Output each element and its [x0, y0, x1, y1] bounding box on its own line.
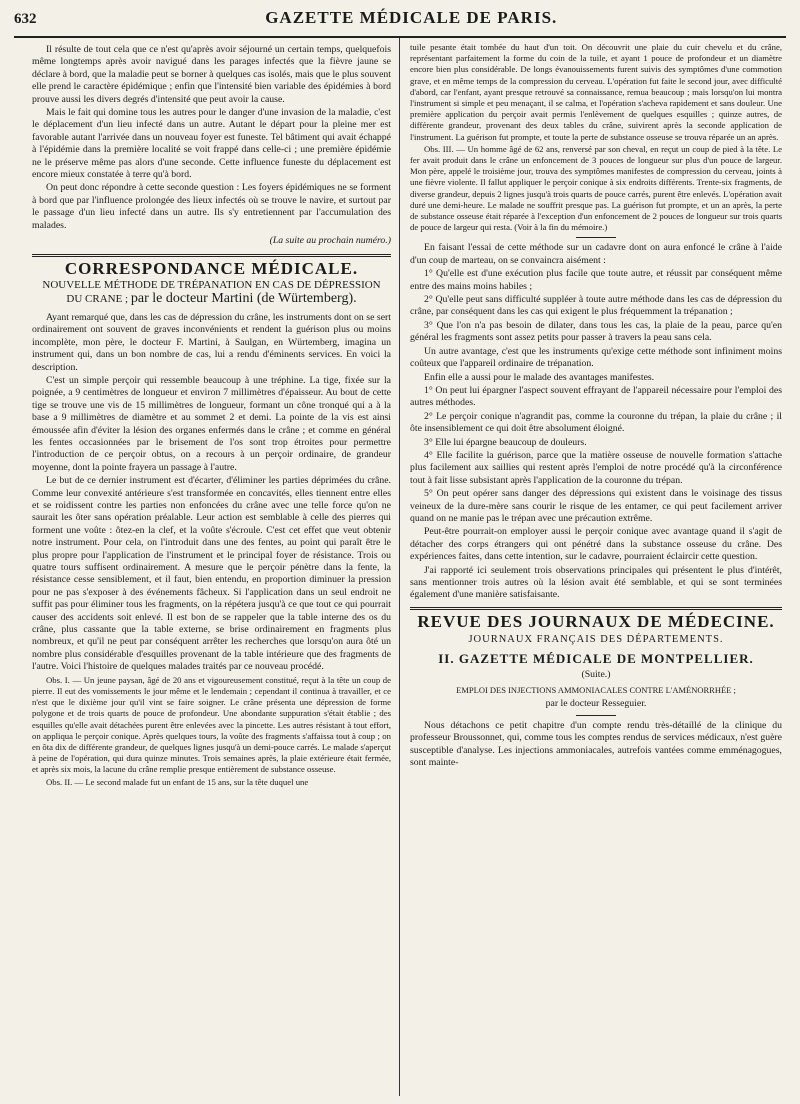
list-item: 5° On peut opérer sans danger des dépressions qui existent dans le voisinage des tissus veineux de la dure-mère sans courir le risque de les entamer, ce qui peut facilement arriver quand on ne manie pas le trépan avec une précaution extrême. — [410, 488, 782, 524]
divider — [576, 715, 616, 716]
paragraph: J'ai rapporté ici seulement trois observations principales qui présentent le plus d'intérêt, sans mentionner trois autres où la lésion avait été semblable, et qui se sont terminées également d'une manière satisfaisante. — [410, 564, 782, 601]
observation: Obs. I. — Un jeune paysan, âgé de 20 ans et vigoureusement constitué, reçut à la tête un coup de pierre. Il eut des vomissements le jour même et le lendemain ; cependant il continua à travailler, et ce n'est que le dixième jour qu'il vint se faire soigner. Le crâne présenta une dépression de forme polygone et de trois quarts de pouce de profondeur. Une abondante suppuration s'était établie ; des esquilles qu'elle avait détachées purent être enlevées avec la pincette. Les autres résistant à tout effort, on appliqua le perçoir conique. Après quelques tours, la voûte des fragments s'affaissa tout à coup ; on en ôta dix de différente grandeur, de quelques lignes jusqu'à un demi-pouce carrés. Le malade s'aperçut à peine de l'opération, qui dura quinze minutes. Trois semaines après, la plaie extérieure était fermée, et après six mois, la lacune du crâne remplie presque entièrement de substance osseuse. — [32, 674, 391, 775]
article-author: par le docteur Martini (de Würtemberg). — [130, 290, 357, 306]
paragraph: Ayant remarqué que, dans les cas de dépression du crâne, les instruments dont on se sert ordinairement ont souvent de graves inconvénients et rendent la guérison plus ou moins incomplète, mon père, le docteur F. Martini, à Saulgan, en Würtemberg, imagina un instrument qui, dans un bon nombre de cas, lui a rendu d'éminents services. En voici la description. — [32, 311, 391, 373]
divider — [410, 607, 782, 610]
divider — [576, 237, 616, 238]
paragraph: Le but de ce dernier instrument est d'écarter, d'éliminer les parties déprimées du crâne. Comme leur convexité antérieure s'est transformée en concavités, elles tiennent entre elles et se roidissent contre les parties non enfoncées du crâne avec une telle force qu'on ne saurait les ôter sans opération préalable. Leur action est semblable à celle des pierres qui forment une voûte : ôtez-en la clef, et la voûte s'écroule. C'est cet effet que veut obtenir notre instrument. Pour cela, on l'introduit dans une des fentes, au point qui paraît être le plus propre pour l'application de l'instrument et le principal foyer de résistance. Trois ou quatre tours suffisent ordinairement. A mesure que le perçoir pénètre dans la fente, la résistance cesse sensiblement, et il faut, bien entendu, en proportion diminuer la pression pour ne pas s'exposer à des événements fâcheux. Si l'application dans un seul endroit ne suffit pas pour éliminer tous les fragments, on la répétera jusqu'à ce que tout ce qui pourrait causer des accidents soit enlevé. Il est bon de se rappeler que la table interne des os du crâne, plus cassante que la table externe, se brise ordinairement en fragments plus nombreux, et qu'il ne peut par conséquent arrêter les recherches que lorsqu'on aura ôté un nombre plus considérable d'esquilles provenant de la table intérieure que des fragments de l'autre. Voici l'histoire de quelques malades traités par ce nouveau procédé. — [32, 475, 391, 673]
paragraph: Un autre avantage, c'est que les instruments qu'exige cette méthode sont infiniment moins coûteux que l'appareil ordinaire de trépanation. — [410, 345, 782, 370]
paragraph: C'est un simple perçoir qui ressemble beaucoup à une tréphine. La tige, fixée sur la poignée, a 9 centimètres de longueur et environ 7 millimètres d'épaisseur. Au bout de cette tige se trouve une vis de 15 millimètres de longueur, formant un cône tronqué qui a à la base a 9 millimètres de diamètre et au sommet 2 et demi. La pointe de la vis est ainsi émoussée afin d'éviter la lésion des organes enfermés dans le crâne ; et comme en général les fentes occasionnées par le brisement de l'os sont trop étroites pour permettre l'introduction de ce perçoir obtus, on a recours à un perçoir ordinaire, de grandeur moyenne, dont la pointe frayera un passage à l'autre. — [32, 374, 391, 473]
list-item: 3° Que l'on n'a pas besoin de dilater, dans tous les cas, la plaie de la peau, parce qu'en général les fragments sont assez petits pour passer à travers la peau sans cela. — [410, 319, 782, 344]
list-item: 2° Qu'elle peut sans difficulté suppléer à toute autre méthode dans les cas de dépression du crâne, par conséquent dans les cas qui exigent le plus fréquemment la trépanation ; — [410, 294, 782, 318]
article-title-line1: NOUVELLE MÉTHODE DE TRÉPANATION EN CAS DE DÉPRESSION — [42, 278, 381, 291]
observation: Obs. II. — Le second malade fut un enfant de 15 ans, sur la tête duquel une — [46, 776, 309, 787]
paragraph: Nous détachons ce petit chapitre d'un compte rendu très-détaillé de la clinique du professeur Broussonnet, qui, comme tous les comptes rendus de services médicaux, n'est guère susceptible d'analyse. Les injections ammoniacales, autrefois vantées comme emménagogues, sont mainte- — [410, 719, 782, 769]
list-item: 2° Le perçoir conique n'agrandit pas, comme la couronne du trépan, la plaie du crâne ; il ôte insensiblement ce qui doit être absolument éloigné. — [410, 410, 782, 435]
list-item: 1° On peut lui épargner l'aspect souvent effrayant de l'appareil nécessaire pour l'emploi des autres méthodes. — [410, 384, 782, 409]
continued-label: (Suite.) — [581, 669, 611, 681]
list-item: 4° Elle facilite la guérison, parce que la matière osseuse de nouvelle formation s'attache plus facilement aux saillies qui restent après l'emploi de notre procédé qu'à la circonférence tout à fait lisse subsistant après l'application de la couronne du trépan. — [410, 449, 782, 486]
paragraph: Enfin elle a aussi pour le malade des avantages manifestes. — [424, 371, 655, 383]
article-author: par le docteur Resseguier. — [545, 698, 647, 710]
columns — [14, 38, 786, 1096]
article-title-line2: DU CRANE ; — [66, 292, 129, 305]
review-subtitle: JOURNAUX FRANÇAIS DES DÉPARTEMENTS. — [468, 634, 724, 646]
page-number: 632 — [14, 11, 37, 27]
article-title: EMPLOI DES INJECTIONS AMMONIACALES CONTRE L'AMÉNORRHÉE ; — [456, 685, 736, 696]
review-section-title: REVUE DES JOURNAUX DE MÉDECINE. — [417, 611, 775, 631]
observation: Obs. III. — Un homme âgé de 62 ans, renversé par son cheval, en reçut un coup de pied à la tête. Le fer avait produit dans le crâne un enfoncement de 3 pouces de longueur sur plus d'un pouce de largeur. Mon père, appelé le troisième jour, trouva des symptômes manifestes de compression du cerveau, joints à une fièvre violente. Il fallut appliquer le perçoir conique à six endroits différents. Trente-six fragments, de diverse grandeur, depuis 2 lignes jusqu'à trois quarts de pouce carrés, purent être enlevés. L'opération avait duré une demi-heure. Le malade ne souffrit presque pas. La guérison fut prompte, et un an après, la perte de substance osseuse était réparée à l'exception d'un enfoncement de 2 pouces de longueur sur trois quarts de pouce de largeur qui resta. (Voir à la fin du mémoire.) — [410, 143, 782, 233]
list-item: 1° Qu'elle est d'une exécution plus facile que toute autre, et réussit par conséquent même entre des mains moins habiles ; — [410, 268, 782, 292]
divider — [32, 254, 391, 257]
paragraph: Mais le fait qui domine tous les autres pour le danger d'une invasion de la maladie, c'est le déplacement d'un lieu infecté dans un autre. Autant le départ pour la pleine mer est favorable autant l'arrivée dans un nouveau foyer est funeste. Tel bâtiment qui avait échappé à l'épidémie dans la première localité se voit frappé dans celle-ci ; une première épidémie ne le préserve même pas alors d'une seconde. Cette influence funeste du déplacement est encore mieux constatée à terre qu'à bord. — [32, 107, 391, 181]
journal-subtitle: II. GAZETTE MÉDICALE DE MONTPELLIER. — [438, 650, 754, 666]
paragraph: On peut donc répondre à cette seconde question : Les foyers épidémiques ne se forment à bord que par l'influence prolongée des lieux infectés où se trouve le navire, et surtout par le passage d'un lieu infecté dans un autre. Ils s'y entretiennent par l'accumulation des malades. — [32, 182, 391, 231]
right-column — [400, 38, 786, 1096]
journal-title: GAZETTE MÉDICALE DE PARIS. — [265, 8, 558, 27]
list-item: 3° Elle lui épargne beaucoup de douleurs. — [424, 436, 587, 448]
page-header — [14, 8, 786, 38]
paragraph: En faisant l'essai de cette méthode sur un cadavre dont on aura enfoncé le crâne à l'aide d'un coup de marteau, on se convaincra aisément : — [410, 242, 782, 266]
article-title — [32, 279, 391, 306]
paragraph: Il résulte de tout cela que ce n'est qu'après avoir séjourné un certain temps, quelquefois même longtemps après avoir navigué dans les parages infectés que la fièvre jaune se déclare à bord, que la maladie peut se borner à quelques cas isolés, mais que le plus souvent elle prend le caractère épidémique ; enfin que l'intensité bien variable des épidémies à bord prouve aussi les divers degrés d'intensité que peut avoir la cause. — [32, 44, 391, 105]
continued-note: (La suite au prochain numéro.) — [269, 235, 391, 247]
section-title: CORRESPONDANCE MÉDICALE. — [64, 258, 359, 278]
observation-continued: tuile pesante était tombée du haut d'un toit. On découvrit une plaie du cuir chevelu et du crâne, représentant parfaitement la forme du coin de la tuile, et ayant 1 pouce de profondeur et un diamètre encore bien plus considérable. De longs évanouissements furent suivis des symptômes d'une commotion grave, et en même temps de la compression du cerveau. L'opération fut faite le second jour, avec difficulté d'abord, car l'enfant, ayant presque retrouvé sa connaissance, remua beaucoup ; mais lorsqu'on lui montra l'instrument si simple et peu menaçant, il se calma, et l'opération s'acheva rapidement et sans douleur. Une première application du perçoir avait permis l'enlèvement de quelques esquilles ; quinze autres, de différente grandeur, provenant des deux tables du crâne, suivirent après la seconde application de l'instrument. La guérison fut prompte, et toute la perte de substance osseuse se trouva réparée un an après. — [410, 42, 782, 142]
left-column — [14, 38, 400, 1096]
paragraph: Peut-être pourrait-on employer aussi le perçoir conique avec avantage quand il s'agit de détacher des corps étrangers qui ont pénétré dans la substance osseuse du crâne. Des expériences faites, dans cette intention, sur le cadavre, pourraient éclaircir cette question. — [410, 526, 782, 563]
